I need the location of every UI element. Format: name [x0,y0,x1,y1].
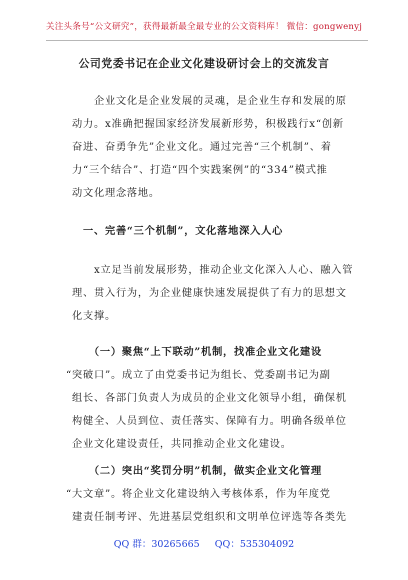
body-line: x立足当前发展形势，推动企业文化深入人心、融入管 [72,265,354,276]
body-line: 企业文化建设责任，共同推动企业文化建设。 [72,439,292,450]
subsection-heading: （二）突出“奖罚分明”机制，做实企业文化管理 [72,465,322,477]
body-line: “大文章”。将企业文化建设纳入考核体系，作为年度党 [66,489,331,500]
body-line: 组长、各部门负责人为成员的企业文化领导小组，确保机 [72,393,347,404]
body-line: 动文化理念落地。 [72,188,160,199]
header-divider [46,40,368,41]
body-line: 理、贯入行为，为企业健康快速发展提供了有力的思想文 [72,288,347,299]
body-line: 动力。x准确把握国家经济发展新形势，积极践行x“创新 [72,119,344,130]
body-line: 建责任制考评、先进基层党组织和文明单位评选等各类先 [72,512,347,523]
document-title: 公司党委书记在企业文化建设研讨会上的交流发言 [78,57,330,70]
body-line: 构健全、人员到位、责任落实、保障有力。明确各级单位 [72,416,347,427]
body-line: 化支撑。 [72,311,116,322]
body-line: “突破口”。成立了由党委书记为组长、党委副书记为副 [66,370,331,381]
subsection-heading: （一）聚焦“上下联动”机制，找准企业文化建设 [72,346,322,358]
body-line: 企业文化是企业发展的灵魂，是企业生存和发展的原 [72,96,347,107]
footer-qq-group: QQ 群：30265665 [113,539,200,550]
body-line: 力“三个结合”、打造“四个实践案例”的“334”模式推 [72,165,328,176]
body-line: 奋进、奋勇争先”企业文化。通过完善“三个机制”、着 [72,142,332,153]
header-notice: 关注头条号“公文研究”，获得最新最全最专业的公文资料库！ 微信：gongwenyj [45,22,363,32]
section-heading: 一、完善“三个机制”，文化落地深入人心 [72,225,284,237]
footer-contact [0,536,408,550]
footer-qq: QQ：535304092 [214,539,295,550]
